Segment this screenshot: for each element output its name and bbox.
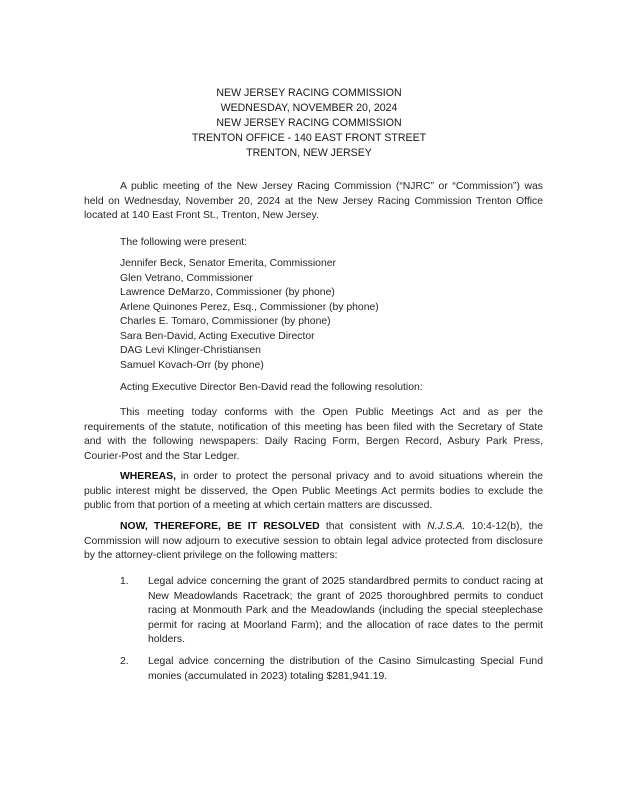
resolved-text-before: that consistent with [319,521,428,532]
matter-number: 2. [120,656,129,667]
header-line-3: NEW JERSEY RACING COMMISSION [216,117,402,129]
matter-number: 1. [120,576,129,587]
matter-text: Legal advice concerning the distribution of the Casino Simulcasting Special Fund monies (accumulated in 2023) totaling $281,941.19. [148,656,543,682]
document-header [0,86,618,161]
matter-text: Legal advice concerning the grant of 2025 standardbred permits to conduct racing at New Meadowlands Racetrack; the grant of 2025 thoroughbred permits to conduct racing at Monmouth Park and the Meadowlands (including the special steeplechase permit for racing at Moorland Farm); and the allocation of race dates to the permit holders. [148,576,543,645]
whereas-paragraph [84,470,543,514]
attendee-list [120,257,379,373]
present-label: The following were present: [120,237,248,248]
attendee-item: Arlene Quinones Perez, Esq., Commissioner (by phone) [120,301,379,313]
intro-paragraph: A public meeting of the New Jersey Racing Commission (“NJRC” or “Commission”) was held on Wednesday, November 20, 2024 at the New Jersey Racing Commission Trenton Office located at 140 East Front St., Trenton, New Jersey. [84,181,543,221]
resolved-paragraph [84,520,543,564]
meeting-notice-paragraph: This meeting today conforms with the Open Public Meetings Act and as per the requirements of the statute, notification of this meeting has been filed with the Secretary of State and with the following newspapers: Daily Racing Form, Bergen Record, Asbury Park Press, Courier-Post and the Star Ledger. [84,407,543,462]
whereas-lead: WHEREAS, [120,471,176,482]
resolved-text-after: 10:4-12(b), the Commission will now adjourn to executive session to obtain legal advice protected from disclosure by the attorney-client privilege on the following matters: [84,521,544,561]
whereas-text: in order to protect the personal privacy and to avoid situations wherein the public interest might be disserved, the Open Public Meetings Act permits bodies to exclude the public from that portion of a meeting at which certain matters are discussed. [84,471,543,511]
attendee-item: DAG Levi Klinger-Christiansen [120,345,261,356]
statute-citation: N.J.S.A. [427,521,466,532]
resolved-lead: NOW, THEREFORE, BE IT RESOLVED [120,521,320,532]
attendee-item: Glen Vetrano, Commissioner [120,272,253,284]
header-line-4: TRENTON OFFICE - 140 EAST FRONT STREET [191,132,427,144]
header-line-5: TRENTON, NEW JERSEY [246,147,372,159]
attendee-item: Sara Ben-David, Acting Executive Director [120,330,315,342]
attendee-item: Charles E. Tomaro, Commissioner (by phone) [120,316,331,327]
header-line-1: NEW JERSEY RACING COMMISSION [216,87,402,99]
attendee-item: Lawrence DeMarzo, Commissioner (by phone) [120,287,335,298]
resolution-intro: Acting Executive Director Ben-David read the following resolution: [120,382,423,393]
header-line-2: WEDNESDAY, NOVEMBER 20, 2024 [220,102,398,114]
attendee-item: Samuel Kovach-Orr (by phone) [120,359,264,371]
attendee-item: Jennifer Beck, Senator Emerita, Commissioner [120,258,336,269]
